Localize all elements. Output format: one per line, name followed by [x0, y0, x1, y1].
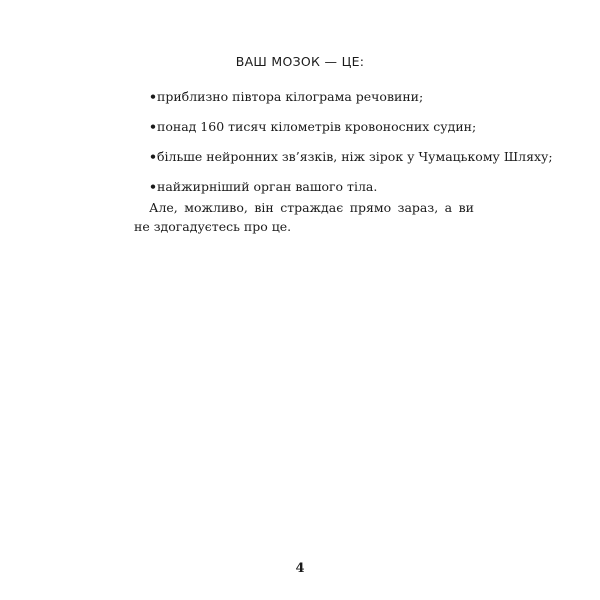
page-heading: ВАШ МОЗОК — ЦЕ:: [235, 54, 365, 69]
list-item: [149, 142, 553, 172]
page-number: 4: [295, 561, 305, 576]
list-item-text: більше нейронних зв’язків, ніж зірок у Чумацькому Шляху;: [157, 149, 553, 164]
body-paragraph: Але, можливо, він страждає прямо зараз, а ви не здогадуєтесь про це.: [134, 200, 474, 234]
list-item: [149, 112, 553, 142]
list-item: [149, 82, 553, 112]
bullet-icon: •: [149, 149, 157, 164]
bullet-icon: •: [149, 89, 157, 104]
list-item-text: найжирніший орган вашого тіла.: [157, 179, 378, 194]
bullet-icon: •: [149, 119, 157, 134]
list-item-text: приблизно півтора кілограма речовини;: [157, 89, 424, 104]
bullet-icon: •: [149, 179, 157, 194]
list-item-text: понад 160 тисяч кілометрів кровоносних судин;: [157, 119, 477, 134]
bullet-list: [149, 82, 553, 202]
